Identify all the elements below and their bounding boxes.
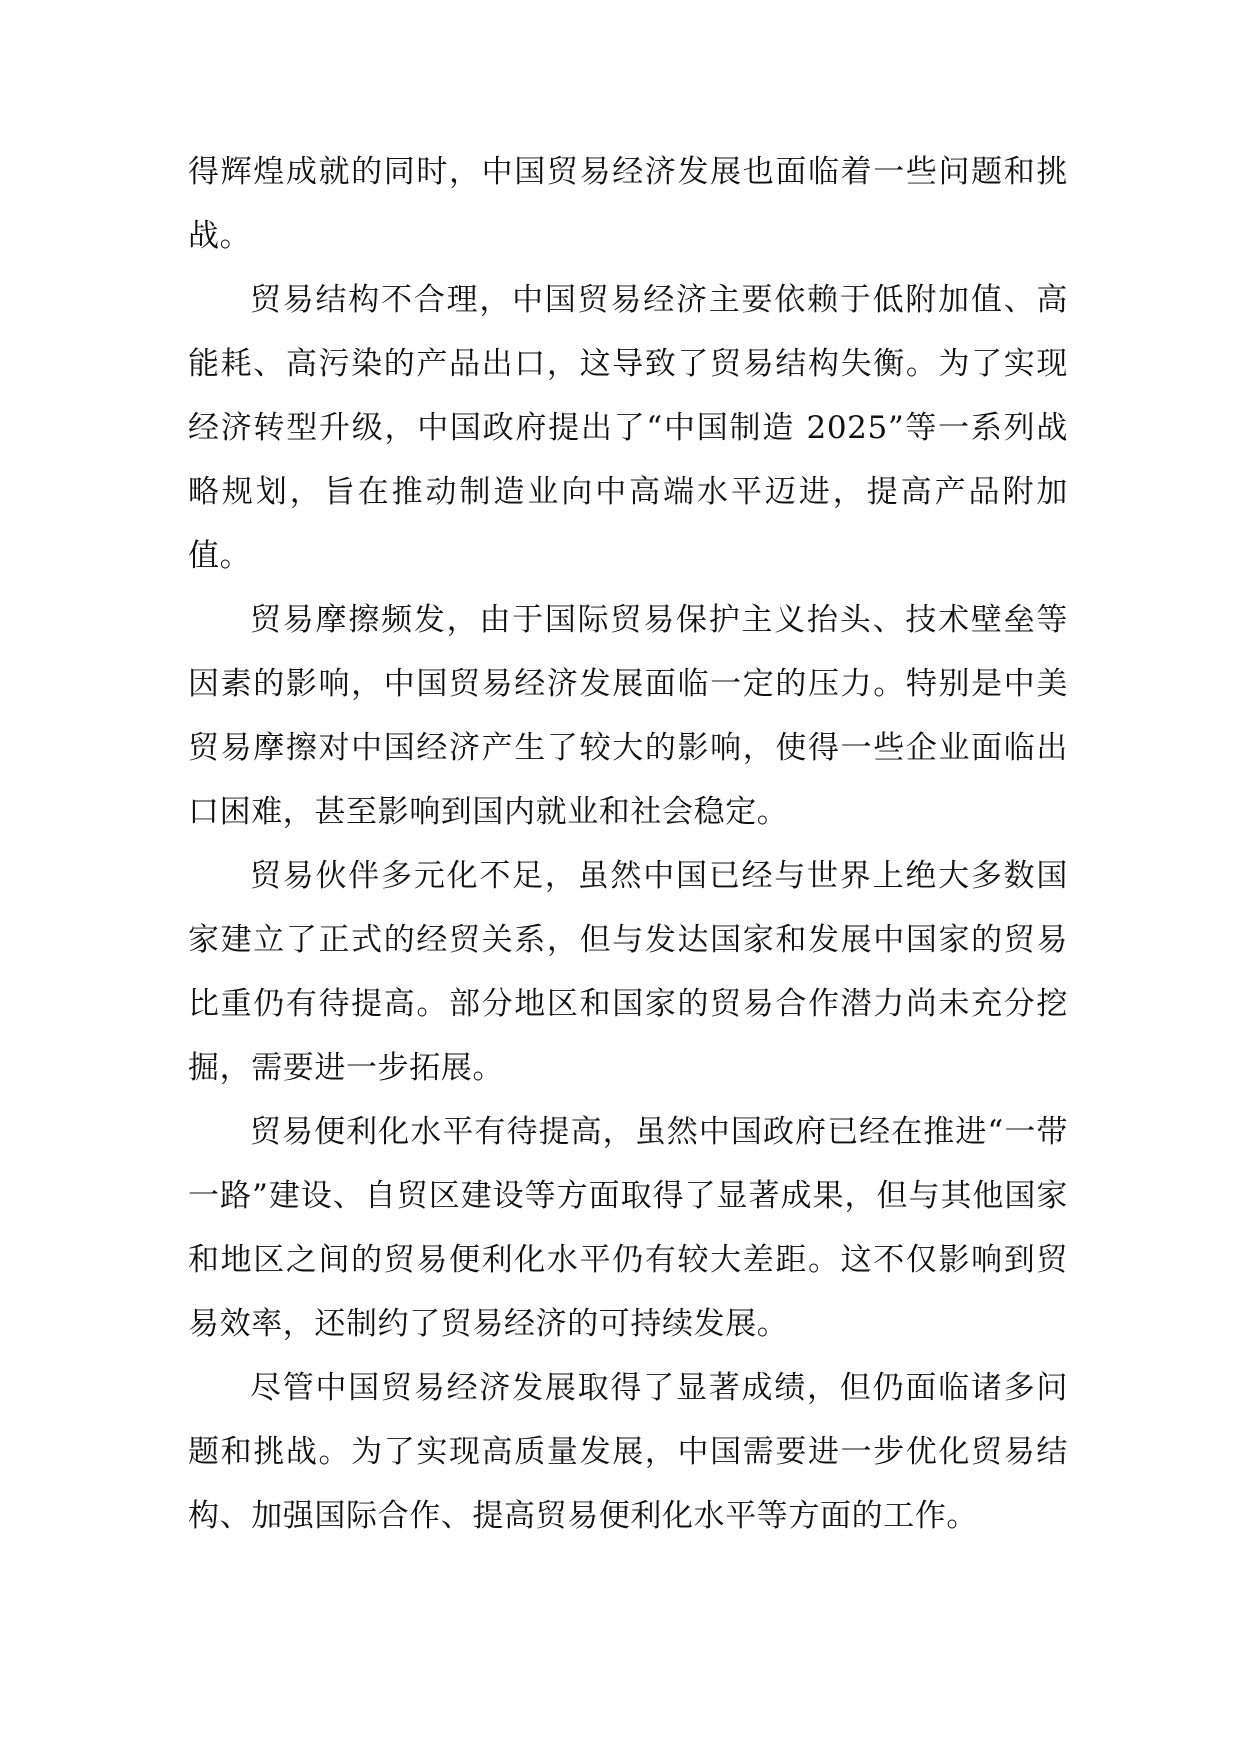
paragraph-5: 贸易便利化水平有待提高，虽然中国政府已经在推进“一带一路”建设、自贸区建设等方面取得了显著成果，但与其他国家和地区之间的贸易便利化水平仍有较大差距。这不仅影响到贸易效率，还制约了贸易经济的可持续发展。 — [188, 1114, 1068, 1342]
document-body — [188, 140, 1068, 1548]
paragraph-3: 贸易摩擦频发，由于国际贸易保护主义抬头、技术壁垒等因素的影响，中国贸易经济发展面临一定的压力。特别是中美贸易摩擦对中国经济产生了较大的影响，使得一些企业面临出口困难，甚至影响到国内就业和社会稳定。 — [188, 602, 1068, 830]
paragraph-1: 得辉煌成就的同时，中国贸易经济发展也面临着一些问题和挑战。 — [188, 154, 1068, 254]
paragraph-4: 贸易伙伴多元化不足，虽然中国已经与世界上绝大多数国家建立了正式的经贸关系，但与发达国家和发展中国家的贸易比重仍有待提高。部分地区和国家的贸易合作潜力尚未充分挖掘，需要进一步拓展。 — [188, 858, 1068, 1086]
paragraph-6: 尽管中国贸易经济发展取得了显著成绩，但仍面临诸多问题和挑战。为了实现高质量发展，中国需要进一步优化贸易结构、加强国际合作、提高贸易便利化水平等方面的工作。 — [188, 1370, 1068, 1534]
paragraph-2: 贸易结构不合理，中国贸易经济主要依赖于低附加值、高能耗、高污染的产品出口，这导致了贸易结构失衡。为了实现经济转型升级，中国政府提出了“中国制造 2025”等一系列战略规划，旨在推动制造业向中高端水平迈进，提高产品附加值。 — [188, 282, 1068, 574]
